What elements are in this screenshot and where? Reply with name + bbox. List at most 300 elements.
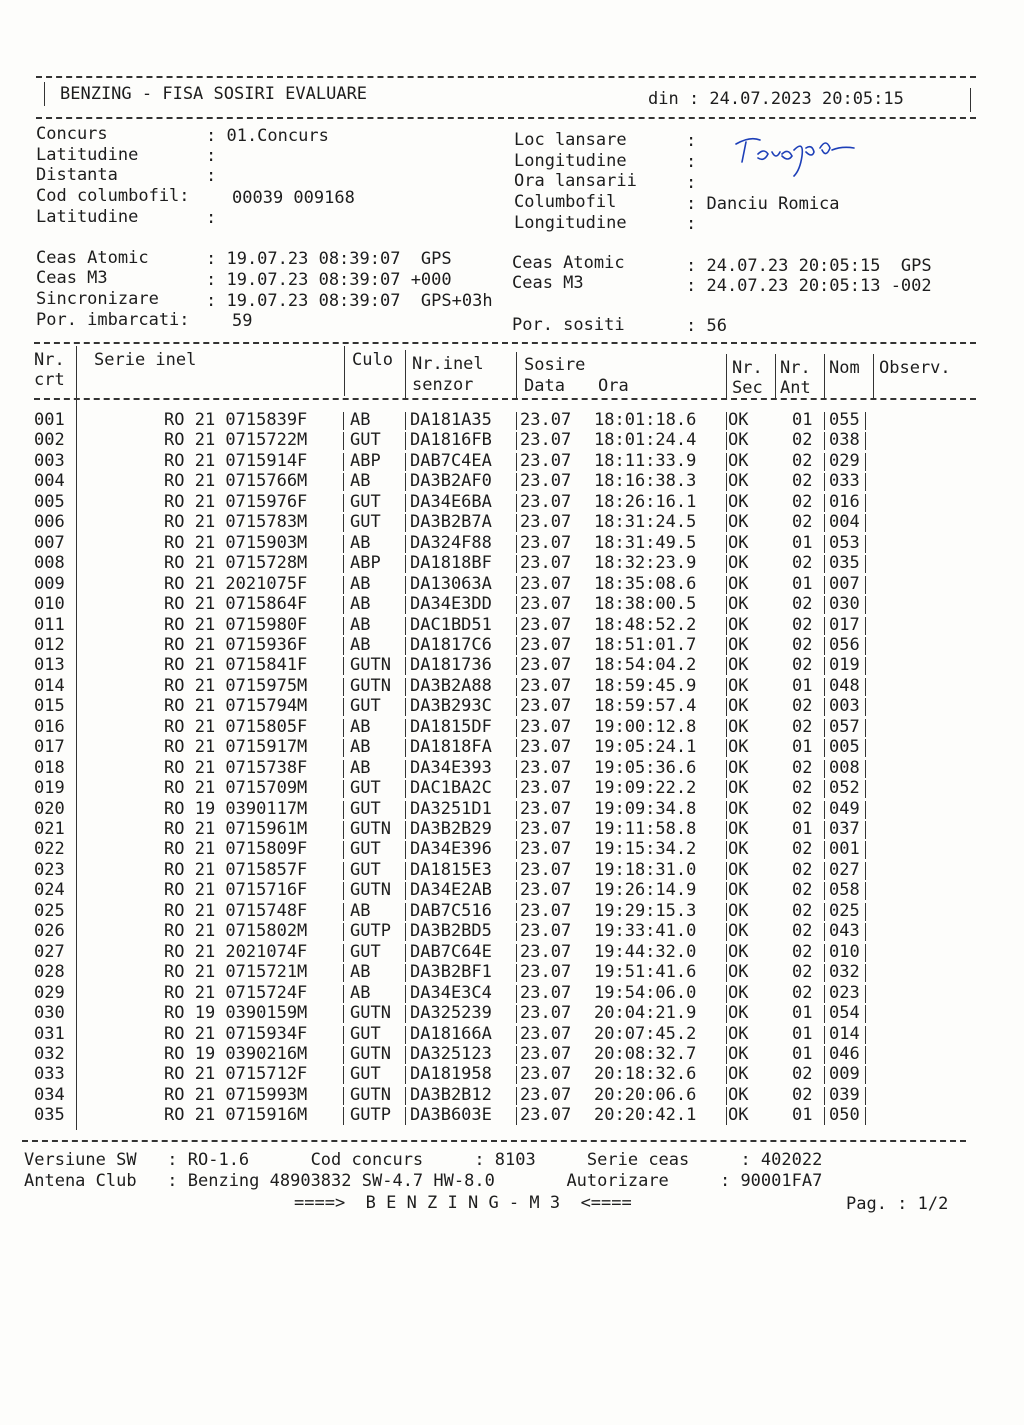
row-nr-sec: OK — [728, 737, 749, 758]
row-nr-sec: OK — [728, 573, 749, 594]
footer-line-2: Antena Club : Benzing 48903832 SW-4.7 HW-8.0 Autorizare : 90001FA7 — [24, 1171, 823, 1191]
row-serie-inel: RO 21 0715709M — [164, 778, 308, 799]
row-nr: 034 — [34, 1084, 65, 1105]
table-row — [0, 1105, 1024, 1126]
cell-divider — [405, 760, 406, 778]
cell-divider — [343, 841, 344, 859]
cell-divider — [343, 1066, 344, 1084]
cell-divider — [516, 1046, 517, 1064]
row-ora: 20:18:32.6 — [594, 1064, 697, 1085]
cell-divider — [824, 985, 825, 1003]
row-nr-inel: DA34E3DD — [410, 594, 492, 615]
cell-divider — [405, 719, 406, 737]
row-data: 23.07 — [520, 491, 572, 512]
row-culo: AB — [350, 573, 371, 594]
row-serie-inel: RO 21 0715980F — [164, 614, 308, 635]
row-ora: 19:54:06.0 — [594, 982, 697, 1003]
cell-divider — [824, 882, 825, 900]
row-nr-sec: OK — [728, 634, 749, 655]
cell-divider — [405, 985, 406, 1003]
cell-divider — [865, 637, 866, 655]
info-label: Longitudine — [514, 151, 627, 171]
row-culo: AB — [350, 532, 371, 553]
cell-divider — [726, 719, 727, 737]
row-nr-sec: OK — [728, 430, 749, 451]
cell-divider — [343, 494, 344, 512]
cell-divider — [726, 596, 727, 614]
row-serie-inel: RO 21 0715916M — [164, 1105, 308, 1126]
row-data: 23.07 — [520, 634, 572, 655]
row-nr-inel: DA3B2AF0 — [410, 471, 492, 492]
row-nr-ant: 02 — [792, 634, 813, 655]
cell-divider — [343, 1046, 344, 1064]
row-nom: 056 — [829, 634, 860, 655]
row-nr: 012 — [34, 634, 65, 655]
table-row — [0, 1085, 1024, 1106]
row-nr: 015 — [34, 696, 65, 717]
row-nr-sec: OK — [728, 1064, 749, 1085]
cell-divider — [343, 535, 344, 553]
table-row — [0, 880, 1024, 901]
cell-divider — [516, 637, 517, 655]
row-nr-inel: DAB7C4EA — [410, 450, 492, 471]
row-nr-ant: 02 — [792, 450, 813, 471]
clock-value: : 24.07.23 20:05:13 -002 — [686, 276, 932, 296]
cell-divider — [865, 882, 866, 900]
row-ora: 19:29:15.3 — [594, 900, 697, 921]
table-row — [0, 1024, 1024, 1045]
clock-value: : 24.07.23 20:05:15 GPS — [686, 256, 932, 276]
cell-divider — [405, 412, 406, 430]
row-serie-inel: RO 21 0715839F — [164, 410, 308, 430]
table-row — [0, 921, 1024, 942]
row-nr-ant: 02 — [792, 880, 813, 901]
info-label: Latitudine — [36, 145, 139, 165]
row-culo: GUT — [350, 778, 381, 799]
row-serie-inel: RO 21 0715934F — [164, 1023, 308, 1044]
row-data: 23.07 — [520, 819, 572, 839]
row-nr-ant: 02 — [792, 941, 813, 962]
row-nr: 014 — [34, 675, 65, 696]
row-ora: 20:07:45.2 — [594, 1023, 697, 1044]
row-culo: AB — [350, 982, 371, 1003]
row-ora: 19:00:12.8 — [594, 716, 697, 737]
row-nom: 025 — [829, 900, 860, 921]
row-ora: 18:59:57.4 — [594, 696, 697, 717]
row-ora: 18:31:24.5 — [594, 512, 697, 533]
row-nr-ant: 02 — [792, 921, 813, 942]
cell-divider — [516, 473, 517, 491]
row-nr-inel: DA3B2B29 — [410, 819, 492, 839]
row-nr-ant: 02 — [792, 798, 813, 819]
cell-divider — [516, 882, 517, 900]
row-nr: 004 — [34, 471, 65, 492]
row-nr: 035 — [34, 1105, 65, 1126]
cell-divider — [824, 821, 825, 839]
row-nr: 008 — [34, 553, 65, 574]
row-serie-inel: RO 21 0715976F — [164, 491, 308, 512]
row-nr-ant: 01 — [792, 1023, 813, 1044]
clock-label: Ceas M3 — [36, 268, 108, 288]
row-nom: 005 — [829, 737, 860, 758]
cell-divider — [516, 535, 517, 553]
cell-divider — [405, 494, 406, 512]
cell-divider — [726, 923, 727, 941]
row-data: 23.07 — [520, 798, 572, 819]
cell-divider — [824, 555, 825, 573]
cell-divider — [405, 923, 406, 941]
cell-divider — [824, 964, 825, 982]
row-nr-inel: DA181736 — [410, 655, 492, 676]
row-serie-inel: RO 19 0390216M — [164, 1043, 308, 1064]
row-culo: GUTN — [350, 880, 391, 901]
row-culo: AB — [350, 900, 371, 921]
row-data: 23.07 — [520, 410, 572, 430]
row-data: 23.07 — [520, 675, 572, 696]
col-nr-sec: Nr. — [732, 358, 763, 378]
cell-divider — [865, 964, 866, 982]
row-data: 23.07 — [520, 921, 572, 942]
row-nom: 048 — [829, 675, 860, 696]
col-divider — [873, 354, 874, 400]
cell-divider — [405, 964, 406, 982]
table-row — [0, 655, 1024, 676]
table-row — [0, 962, 1024, 983]
row-nr-ant: 01 — [792, 573, 813, 594]
row-serie-inel: RO 21 0715724F — [164, 982, 308, 1003]
cell-divider — [516, 964, 517, 982]
cell-divider — [865, 1107, 866, 1125]
row-nr-inel: DA181958 — [410, 1064, 492, 1085]
cell-divider — [343, 1026, 344, 1044]
cell-divider — [824, 1107, 825, 1125]
info-label: Latitudine — [36, 207, 139, 227]
row-nr-sec: OK — [728, 859, 749, 880]
table-row — [0, 512, 1024, 533]
cell-divider — [824, 780, 825, 798]
cell-divider — [343, 760, 344, 778]
cell-divider — [824, 473, 825, 491]
row-nr: 002 — [34, 430, 65, 451]
row-nr-sec: OK — [728, 512, 749, 533]
row-nr-inel: DA325239 — [410, 1003, 492, 1024]
row-culo: GUT — [350, 941, 381, 962]
cell-divider — [516, 678, 517, 696]
row-data: 23.07 — [520, 1105, 572, 1126]
info-value: 00039 009168 — [232, 188, 355, 208]
table-row — [0, 594, 1024, 615]
cell-divider — [343, 985, 344, 1003]
cell-divider — [865, 903, 866, 921]
row-serie-inel: RO 21 0715712F — [164, 1064, 308, 1085]
cell-divider — [516, 1005, 517, 1023]
row-nr-ant: 02 — [792, 471, 813, 492]
row-nr-sec: OK — [728, 675, 749, 696]
row-culo: AB — [350, 737, 371, 758]
col-divider — [405, 350, 406, 400]
row-nr-ant: 02 — [792, 553, 813, 574]
row-nr-inel: DAC1BA2C — [410, 778, 492, 799]
table-row — [0, 799, 1024, 820]
row-serie-inel: RO 21 0715794M — [164, 696, 308, 717]
row-nr: 033 — [34, 1064, 65, 1085]
row-data: 23.07 — [520, 1023, 572, 1044]
table-row — [0, 553, 1024, 574]
row-serie-inel: RO 21 0715809F — [164, 839, 308, 860]
info-label: Columbofil — [514, 192, 617, 212]
row-ora: 20:04:21.9 — [594, 1003, 697, 1024]
row-data: 23.07 — [520, 450, 572, 471]
row-ora: 18:01:18.6 — [594, 410, 697, 430]
clock-label: Por. sositi — [512, 315, 625, 335]
info-value: : Danciu Romica — [686, 194, 840, 214]
row-culo: ABP — [350, 450, 381, 471]
row-ora: 18:38:00.5 — [594, 594, 697, 615]
row-serie-inel: RO 21 0715766M — [164, 471, 308, 492]
cell-divider — [824, 841, 825, 859]
row-culo: GUT — [350, 696, 381, 717]
cell-divider — [726, 678, 727, 696]
row-nr-inel: DA1818BF — [410, 553, 492, 574]
cell-divider — [405, 555, 406, 573]
cell-divider — [405, 841, 406, 859]
cell-divider — [516, 576, 517, 594]
row-culo: GUTN — [350, 655, 391, 676]
row-nom: 001 — [829, 839, 860, 860]
row-nr-ant: 02 — [792, 962, 813, 983]
row-data: 23.07 — [520, 512, 572, 533]
cell-divider — [516, 657, 517, 675]
row-culo: AB — [350, 634, 371, 655]
cell-divider — [343, 882, 344, 900]
row-nr-ant: 02 — [792, 982, 813, 1003]
header-right-bar — [970, 88, 971, 112]
row-nr: 026 — [34, 921, 65, 942]
cell-divider — [516, 760, 517, 778]
cell-divider — [405, 801, 406, 819]
clock-label: Sincronizare — [36, 289, 159, 309]
row-nr: 027 — [34, 941, 65, 962]
cell-divider — [726, 1066, 727, 1084]
row-nr: 025 — [34, 900, 65, 921]
row-data: 23.07 — [520, 553, 572, 574]
info-value: : — [686, 152, 697, 172]
table-row — [0, 860, 1024, 881]
row-culo: ABP — [350, 553, 381, 574]
cell-divider — [343, 514, 344, 532]
row-ora: 19:05:24.1 — [594, 737, 697, 758]
cell-divider — [516, 596, 517, 614]
row-nr: 031 — [34, 1023, 65, 1044]
row-ora: 18:35:08.6 — [594, 573, 697, 594]
cell-divider — [405, 453, 406, 471]
cell-divider — [824, 739, 825, 757]
table-row — [0, 696, 1024, 717]
row-ora: 19:11:58.8 — [594, 819, 697, 839]
row-culo: GUTP — [350, 1105, 391, 1126]
row-nom: 009 — [829, 1064, 860, 1085]
row-nr-sec: OK — [728, 1105, 749, 1126]
row-data: 23.07 — [520, 430, 572, 451]
row-serie-inel: RO 19 0390117M — [164, 798, 308, 819]
cell-divider — [405, 739, 406, 757]
row-nr: 017 — [34, 737, 65, 758]
row-serie-inel: RO 21 0715903M — [164, 532, 308, 553]
cell-divider — [405, 1026, 406, 1044]
row-nr: 003 — [34, 450, 65, 471]
cell-divider — [865, 1026, 866, 1044]
cell-divider — [343, 473, 344, 491]
cell-divider — [865, 678, 866, 696]
row-serie-inel: RO 21 0715783M — [164, 512, 308, 533]
cell-divider — [726, 739, 727, 757]
col-ant: Ant — [780, 378, 811, 398]
row-nr-inel: DA3B293C — [410, 696, 492, 717]
cell-divider — [516, 412, 517, 430]
cell-divider — [865, 1087, 866, 1105]
row-nr-inel: DA34E3C4 — [410, 982, 492, 1003]
row-ora: 18:26:16.1 — [594, 491, 697, 512]
row-ora: 18:51:01.7 — [594, 634, 697, 655]
clock-value: : 19.07.23 08:39:07 +000 — [206, 270, 452, 290]
row-serie-inel: RO 21 0715864F — [164, 594, 308, 615]
cell-divider — [726, 637, 727, 655]
row-nr-ant: 02 — [792, 696, 813, 717]
cell-divider — [824, 719, 825, 737]
info-value: : 01.Concurs — [206, 126, 329, 146]
row-nr: 020 — [34, 798, 65, 819]
cell-divider — [343, 719, 344, 737]
cell-divider — [726, 698, 727, 716]
row-data: 23.07 — [520, 716, 572, 737]
cell-divider — [726, 514, 727, 532]
table-row — [0, 1064, 1024, 1085]
row-nr-sec: OK — [728, 798, 749, 819]
info-label: Ora lansarii — [514, 171, 637, 191]
col-nr-inel: Nr.inel — [412, 354, 484, 374]
info-value: : — [206, 166, 217, 186]
row-nom: 003 — [829, 696, 860, 717]
table-row — [0, 635, 1024, 656]
table-row — [0, 615, 1024, 636]
row-ora: 18:32:23.9 — [594, 553, 697, 574]
cell-divider — [405, 1087, 406, 1105]
row-nr-inel: DA3251D1 — [410, 798, 492, 819]
table-bottom-rule — [22, 1140, 966, 1142]
footer-line-1: Versiune SW : RO-1.6 Cod concurs : 8103 Serie ceas : 402022 — [24, 1150, 823, 1170]
cell-divider — [865, 617, 866, 635]
cell-divider — [405, 698, 406, 716]
row-nom: 007 — [829, 573, 860, 594]
table-row — [0, 942, 1024, 963]
row-nr: 030 — [34, 1003, 65, 1024]
row-culo: GUT — [350, 798, 381, 819]
row-ora: 18:48:52.2 — [594, 614, 697, 635]
cell-divider — [726, 453, 727, 471]
row-nr-sec: OK — [728, 594, 749, 615]
col-observ: Observ. — [879, 358, 951, 378]
cell-divider — [343, 453, 344, 471]
table-row — [0, 983, 1024, 1004]
row-serie-inel: RO 21 2021074F — [164, 941, 308, 962]
row-nr-inel: DAB7C64E — [410, 941, 492, 962]
col-culo: Culo — [352, 350, 393, 370]
row-nr-sec: OK — [728, 778, 749, 799]
cell-divider — [343, 903, 344, 921]
cell-divider — [726, 576, 727, 594]
row-nr-ant: 02 — [792, 655, 813, 676]
row-nr-inel: DA3B2BD5 — [410, 921, 492, 942]
cell-divider — [516, 698, 517, 716]
clock-label: Por. imbarcati: — [36, 310, 190, 330]
table-row — [0, 1003, 1024, 1024]
cell-divider — [343, 555, 344, 573]
cell-divider — [343, 964, 344, 982]
table-row — [0, 676, 1024, 697]
row-ora: 19:09:22.2 — [594, 778, 697, 799]
row-data: 23.07 — [520, 962, 572, 983]
cell-divider — [726, 862, 727, 880]
cell-divider — [516, 923, 517, 941]
row-nom: 053 — [829, 532, 860, 553]
row-culo: AB — [350, 410, 371, 430]
cell-divider — [405, 596, 406, 614]
cell-divider — [824, 514, 825, 532]
row-culo: GUT — [350, 1064, 381, 1085]
cell-divider — [343, 1005, 344, 1023]
table-row — [0, 901, 1024, 922]
cell-divider — [865, 576, 866, 594]
row-serie-inel: RO 21 0715993M — [164, 1084, 308, 1105]
cell-divider — [824, 1026, 825, 1044]
col-divider — [824, 354, 825, 400]
row-nr-ant: 01 — [792, 737, 813, 758]
row-nr-inel: DA324F88 — [410, 532, 492, 553]
cell-divider — [343, 923, 344, 941]
clock-value: : 19.07.23 08:39:07 GPS — [206, 249, 452, 269]
row-nom: 049 — [829, 798, 860, 819]
row-nr-inel: DA1817C6 — [410, 634, 492, 655]
footer-brand: ====> B E N Z I N G - M 3 <==== — [294, 1193, 632, 1213]
cell-divider — [865, 841, 866, 859]
cell-divider — [405, 1005, 406, 1023]
cell-divider — [726, 412, 727, 430]
row-nr: 028 — [34, 962, 65, 983]
table-row — [0, 1044, 1024, 1065]
cell-divider — [343, 678, 344, 696]
cell-divider — [405, 617, 406, 635]
cell-divider — [405, 514, 406, 532]
cell-divider — [343, 821, 344, 839]
row-nr-sec: OK — [728, 655, 749, 676]
row-nr-sec: OK — [728, 941, 749, 962]
cell-divider — [405, 882, 406, 900]
row-nr-sec: OK — [728, 757, 749, 778]
cell-divider — [865, 1005, 866, 1023]
info-label: Cod columbofil: — [36, 186, 190, 206]
row-culo: GUT — [350, 1023, 381, 1044]
row-nr-inel: DA1816FB — [410, 430, 492, 451]
row-culo: AB — [350, 614, 371, 635]
cell-divider — [824, 657, 825, 675]
row-nom: 039 — [829, 1084, 860, 1105]
row-culo: AB — [350, 757, 371, 778]
info-value: : — [206, 146, 217, 166]
row-data: 23.07 — [520, 941, 572, 962]
cell-divider — [516, 862, 517, 880]
row-data: 23.07 — [520, 573, 572, 594]
col-divider — [344, 346, 345, 396]
